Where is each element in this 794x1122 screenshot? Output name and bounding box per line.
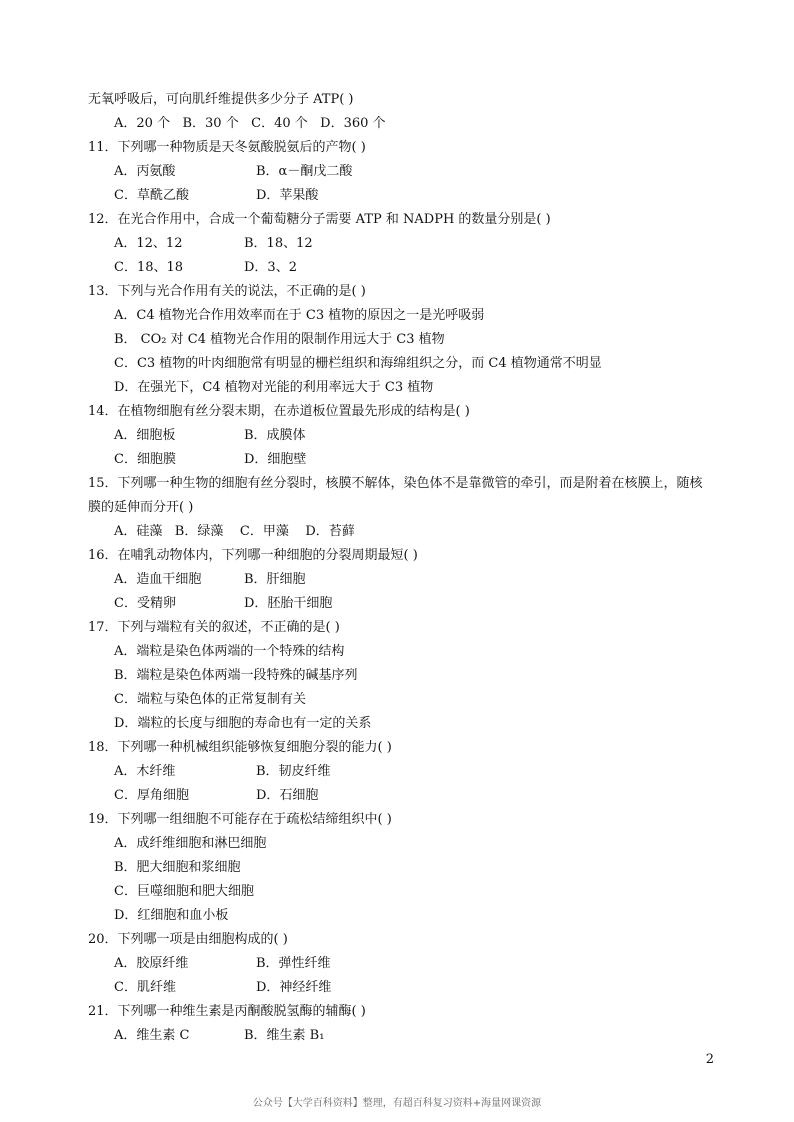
q15-stem: 15．下列哪一种生物的细胞有丝分裂时，核膜不解体，染色体不是靠微管的牵引，而是附着在核膜上，随核膜的延伸而分开( ) (88, 476, 703, 515)
q18-stem: 18．下列哪一种机械组织能够恢复细胞分裂的能力( ) (88, 740, 392, 755)
q11-stem: 11．下列哪一种物质是天冬氨酸脱氨后的产物( ) (88, 140, 366, 155)
q12-option-d: D．3、2 (244, 260, 297, 275)
q18-option-a: A．木纤维 (114, 764, 176, 779)
q12-option-c: C．18、18 (114, 260, 184, 275)
q10-option-a: A．20 个 (114, 116, 171, 131)
q13-option-d: D．在强光下，C4 植物对光能的利用率远大于 C3 植物 (114, 380, 434, 395)
q18-options-row2 (88, 784, 713, 808)
q20-option-b: B．弹性纤维 (256, 956, 331, 971)
q16-options-row1 (88, 568, 713, 592)
q14-stem: 14．在植物细胞有丝分裂末期，在赤道板位置最先形成的结构是( ) (88, 404, 470, 419)
q18-options-row1 (88, 760, 713, 784)
q21-option-b: B．维生素 B₁ (244, 1028, 325, 1043)
q14-option-b: B．成膜体 (244, 428, 306, 443)
question-list (88, 88, 713, 1048)
q16-option-b: B．肝细胞 (244, 572, 306, 587)
q20-options-row2 (88, 976, 713, 1000)
q12-options-row2 (88, 256, 713, 280)
q14-option-d: D．细胞壁 (244, 452, 307, 467)
q14-options-row1 (88, 424, 713, 448)
q16-stem: 16．在哺乳动物体内，下列哪一种细胞的分裂周期最短( ) (88, 548, 418, 563)
q19-stem: 19．下列哪一组细胞不可能存在于疏松结缔组织中( ) (88, 812, 392, 827)
q10-option-b: B．30 个 (182, 116, 239, 131)
q16-options-row2 (88, 592, 713, 616)
q20-option-d: D．神经纤维 (256, 980, 332, 995)
q12-options-row1 (88, 232, 713, 256)
q15-options (88, 520, 713, 544)
q13-option-a: A．C4 植物光合作用效率而在于 C3 植物的原因之一是光呼吸弱 (114, 308, 485, 323)
q13-stem: 13．下列与光合作用有关的说法，不正确的是( ) (88, 284, 366, 299)
q11-option-a: A．丙氨酸 (114, 164, 176, 179)
page-number: 2 (705, 1052, 714, 1067)
q17-option-b: B．端粒是染色体两端一段特殊的碱基序列 (114, 668, 358, 683)
q19-option-c: C．巨噬细胞和肥大细胞 (114, 884, 254, 899)
q18-option-b: B．韧皮纤维 (256, 764, 331, 779)
q15-option-b: B．绿藻 (174, 524, 224, 539)
q15-option-d: D．苔藓 (305, 524, 355, 539)
q11-options-row1 (88, 160, 713, 184)
q16-option-a: A．造血干细胞 (114, 572, 202, 587)
q17-option-a: A．端粒是染色体两端的一个特殊的结构 (114, 644, 345, 659)
q18-option-c: C．厚角细胞 (114, 788, 189, 803)
q21-option-a: A．维生素 C (114, 1028, 190, 1043)
footer-watermark: 公众号【大学百科资料】整理，有超百科复习资料+海量网课资源 (252, 1098, 542, 1109)
q14-options-row2 (88, 448, 713, 472)
q17-option-c: C．端粒与染色体的正常复制有关 (114, 692, 306, 707)
q15-option-a: A．硅藻 (114, 524, 163, 539)
q11-option-d: D．苹果酸 (256, 188, 319, 203)
q14-option-a: A．细胞板 (114, 428, 176, 443)
q16-option-d: D．胚胎干细胞 (244, 596, 333, 611)
q20-stem: 20．下列哪一项是由细胞构成的( ) (88, 932, 288, 947)
q19-option-a: A．成纤维细胞和淋巴细胞 (114, 836, 267, 851)
q18-option-d: D．石细胞 (256, 788, 319, 803)
q10-stem: 无氧呼吸后，可向肌纤维提供多少分子 ATP( ) (88, 92, 354, 107)
q12-stem: 12．在光合作用中，合成一个葡萄糖分子需要 ATP 和 NADPH 的数量分别是( ) (88, 212, 551, 227)
q10-options (88, 112, 713, 136)
q19-option-b: B．肥大细胞和浆细胞 (114, 860, 241, 875)
q11-options-row2 (88, 184, 713, 208)
q11-option-b: B．α－酮戊二酸 (256, 164, 353, 179)
q17-stem: 17．下列与端粒有关的叙述，不正确的是( ) (88, 620, 340, 635)
q12-option-a: A．12、12 (114, 236, 183, 251)
q10-option-d: D．360 个 (320, 116, 386, 131)
q20-option-a: A．胶原纤维 (114, 956, 189, 971)
q20-options-row1 (88, 952, 713, 976)
q11-option-c: C．草酰乙酸 (114, 188, 189, 203)
q10-option-c: C．40 个 (251, 116, 308, 131)
q19-option-d: D．红细胞和血小板 (114, 908, 229, 923)
q13-option-c: C．C3 植物的叶肉细胞常有明显的栅栏组织和海绵组织之分，而 C4 植物通常不明显 (114, 356, 602, 371)
q17-option-d: D．端粒的长度与细胞的寿命也有一定的关系 (114, 716, 372, 731)
q20-option-c: C．肌纤维 (114, 980, 176, 995)
q14-option-c: C．细胞膜 (114, 452, 176, 467)
q21-options-row1 (88, 1024, 713, 1048)
q13-option-b: B． CO₂ 对 C4 植物光合作用的限制作用远大于 C3 植物 (114, 332, 445, 347)
q15-option-c: C．甲藻 (239, 524, 289, 539)
q16-option-c: C．受精卵 (114, 596, 176, 611)
q12-option-b: B．18、12 (244, 236, 313, 251)
q21-stem: 21．下列哪一种维生素是丙酮酸脱氢酶的辅酶( ) (88, 1004, 366, 1019)
